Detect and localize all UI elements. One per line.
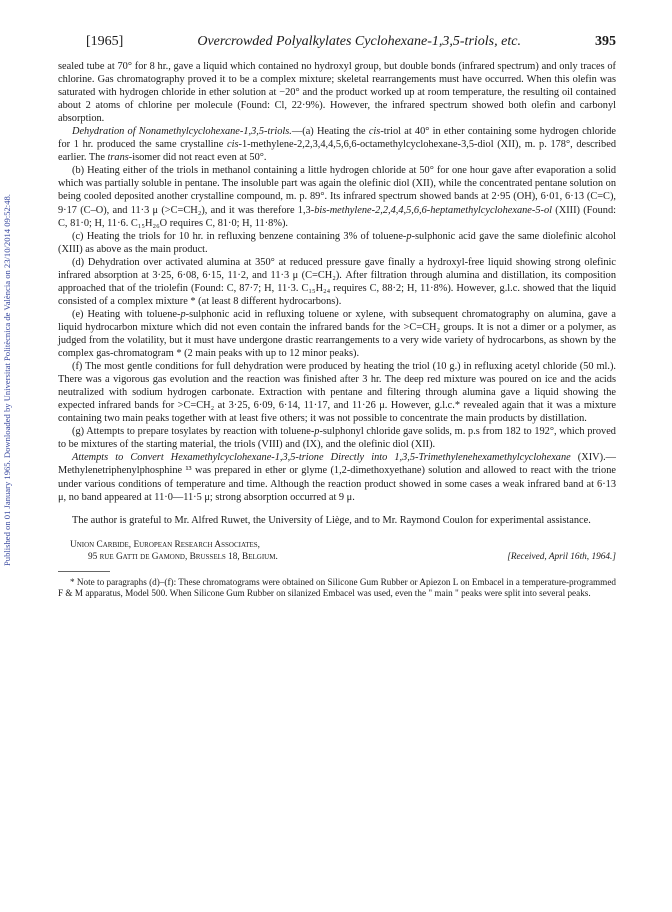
italic-text: Dehydration of Nonamethylcyclohexane-1,3,5-triols.: [72, 126, 292, 138]
acknowledgement: The author is grateful to Mr. Alfred Ruwet, the University of Liège, and to Mr. Raymond Coulon for experimental assistance.: [72, 514, 591, 526]
body-paragraph: [58, 308, 616, 360]
body-text: [58, 60, 616, 504]
affiliation-street: 95 rue Gatti de Gamond, Brussels 18, Belgium.: [88, 551, 278, 562]
footnote: * Note to paragraphs (d)–(f): These chromatograms were obtained on Silicone Gum Rubber or Apiezon L on Embacel in a temperature-programmed F & M apparatus, Model 500. When Silicone Gum Rubber on silanized Embacel was used, even the " main " peaks were split into several peaks.: [58, 576, 616, 599]
text-run: -triol at 40° in ether containing some hydrogen chloride for 1 hr. produced the same crystalline: [58, 126, 616, 151]
italic-text: p: [406, 230, 412, 242]
text-run: (XIV).—Methylenetriphenylphosphine ¹³ was prepared in ether or glyme (1,2-dimethoxyethane) solution and allowed to react with the trione under various conditions of temperature and time. Although the reaction product showed in some cases a weak infrared band at 6·13 μ, no band appeared at 11·0—11·5 μ; strong absorption occurred at 9 μ.: [58, 452, 616, 503]
body-paragraph: [58, 60, 616, 125]
text-run: sealed tube at 70° for 8 hr., gave a liquid which contained no hydroxyl group, but double bonds (infrared spectrum) and only traces of chlorine. Gas chromatography proved it to be a complex mixture; skeletal rearrangements must have occurred. When this olefin was saturated with hydrogen chloride in ether solution at −20° and the product worked up at room temperature, the resulting oil contained about 2 atoms of chlorine per molecule (Found: Cl, 22·9%). However, the infrared spectrum showed both olefin and carbonyl absorption.: [58, 61, 616, 125]
italic-text: p: [314, 426, 320, 438]
download-watermark: Published on 01 January 1965. Downloaded by Universitat Politècnica de València on 23/10/2014 09:52:48.: [2, 194, 12, 566]
received-date: [Received, April 16th, 1964.]: [507, 551, 616, 562]
body-paragraph: [58, 125, 616, 164]
text-run: (c) Heating the triols for 10 hr. in refluxing benzene containing 3% of toluene-: [72, 230, 407, 242]
body-paragraph: [58, 451, 616, 503]
italic-text: cis: [368, 126, 381, 138]
header-title: Overcrowded Polyalkylates Cyclohexane-1,3,5-triols, etc.: [197, 34, 521, 49]
footnote-rule: [58, 571, 110, 572]
text-run: (XIII) (Found: C, 81·0; H, 11·6. C₁₅H₂₆O requires C, 81·0; H, 11·8%).: [58, 204, 616, 229]
text-run: -sulphonic acid gave the same diolefinic alcohol (XIII) as above as the main product.: [58, 230, 616, 255]
header-year: [1965]: [86, 34, 124, 49]
text-run: (f) The most gentle conditions for full dehydration were produced by heating the triol (10 g.) in refluxing acetyl chloride (50 ml.). There was a vigorous gas evolution and the reaction was finished after 3 hr. The deep red mixture was poured on ice and the acids neutralized with sodium hydrogen carbonate. Extraction with pentane and filtering through alumina gave a liquid showing the expected infrared bands for >C=CH₂ at 3·25, 6·09, 6·14, 11·17, and 11·26 μ. However, g.l.c.* revealed again that it was a mixture containing two main peaks together with at least five others; it was not possible to concentrate the main products by distillation.: [58, 361, 616, 425]
body-paragraph: [58, 425, 616, 451]
text-run: (d) Dehydration over activated alumina at 350° at reduced pressure gave finally a hydroxyl-free liquid showing strong olefinic infrared absorption at 3·25, 6·08, 6·15, 11·2, and 11·3 μ (C=CH₂). After filtration through alumina and distillation, its composition approached that of the triolefin (Found: C, 87·7; H, 11·3. C₁₅H₂₄ requires C, 88·2; H, 11·8%). However, g.l.c. showed that the liquid consisted of a complex mixture * (at least 8 different hydrocarbons).: [58, 256, 616, 307]
italic-text: p: [180, 308, 186, 320]
italic-text: cis: [227, 139, 239, 151]
journal-page: [58, 34, 616, 599]
author-address: [58, 539, 616, 563]
text-run: (e) Heating with toluene-: [72, 308, 181, 320]
body-paragraph: [58, 256, 616, 308]
italic-text: trans: [107, 152, 129, 164]
body-paragraph: [58, 230, 616, 256]
affiliation-org: Union Carbide, European Research Associates,: [70, 539, 261, 550]
text-run: -sulphonic acid in refluxing toluene or xylene, with subsequent chromatography on alumina, gave a liquid hydrocarbon mixture which did not even contain the infrared bands for the >C=CH₂ groups. It is not a dimer or a polymer, as judged from the volatility, but it must have undergone drastic rearrangements to a very wide variety of hydrocarbons, as shown by the complex gas-chromatogram * (2 main peaks with up to 12 minor peaks).: [58, 308, 617, 360]
text-run: (g) Attempts to prepare tosylates by reaction with toluene-: [72, 426, 315, 438]
text-run: —(a) Heating the: [291, 126, 369, 138]
text-run: -sulphonyl chloride gave solids, m. p.s from 182 to 192°, which proved to be mixtures of the starting material, the triols (VIII) and (IX), and the olefinic diol (XII).: [58, 426, 616, 451]
body-paragraph: [58, 164, 616, 229]
running-header: [86, 34, 616, 50]
text-run: (b) Heating either of the triols in methanol containing a little hydrogen chloride at 50° for one hour gave after evaporation a solid which was partially soluble in pentane. The insoluble part was again the olefinic diol (XII), while the concentrated pentane solution on being cooled deposited another crystalline compound, m. p. 89°. Its infrared spectrum showed bands at 2·95 (OH), 6·01, 6·13 (C=C), 9·17 (C–O), and 11·3 μ (>C=CH₂), and it was therefore 1,3-: [58, 165, 616, 216]
italic-text: Attempts to Convert Hexamethylcyclohexane-1,3,5-trione Directly into 1,3,5-Trimethylenehexamethylcyclohexane: [72, 452, 571, 464]
text-run: -1-methylene-2,2,3,4,4,5,6,6-octamethylcyclohexane-3,5-diol (XII), m. p. 178°, described earlier. The: [58, 139, 616, 164]
text-run: -isomer did not react even at 50°.: [128, 152, 267, 164]
body-paragraph: [58, 360, 616, 425]
italic-text: bis-methylene-2,2,4,4,5,6,6-heptamethylcyclohexane-5-ol: [314, 204, 553, 216]
page-number: 395: [594, 34, 616, 49]
